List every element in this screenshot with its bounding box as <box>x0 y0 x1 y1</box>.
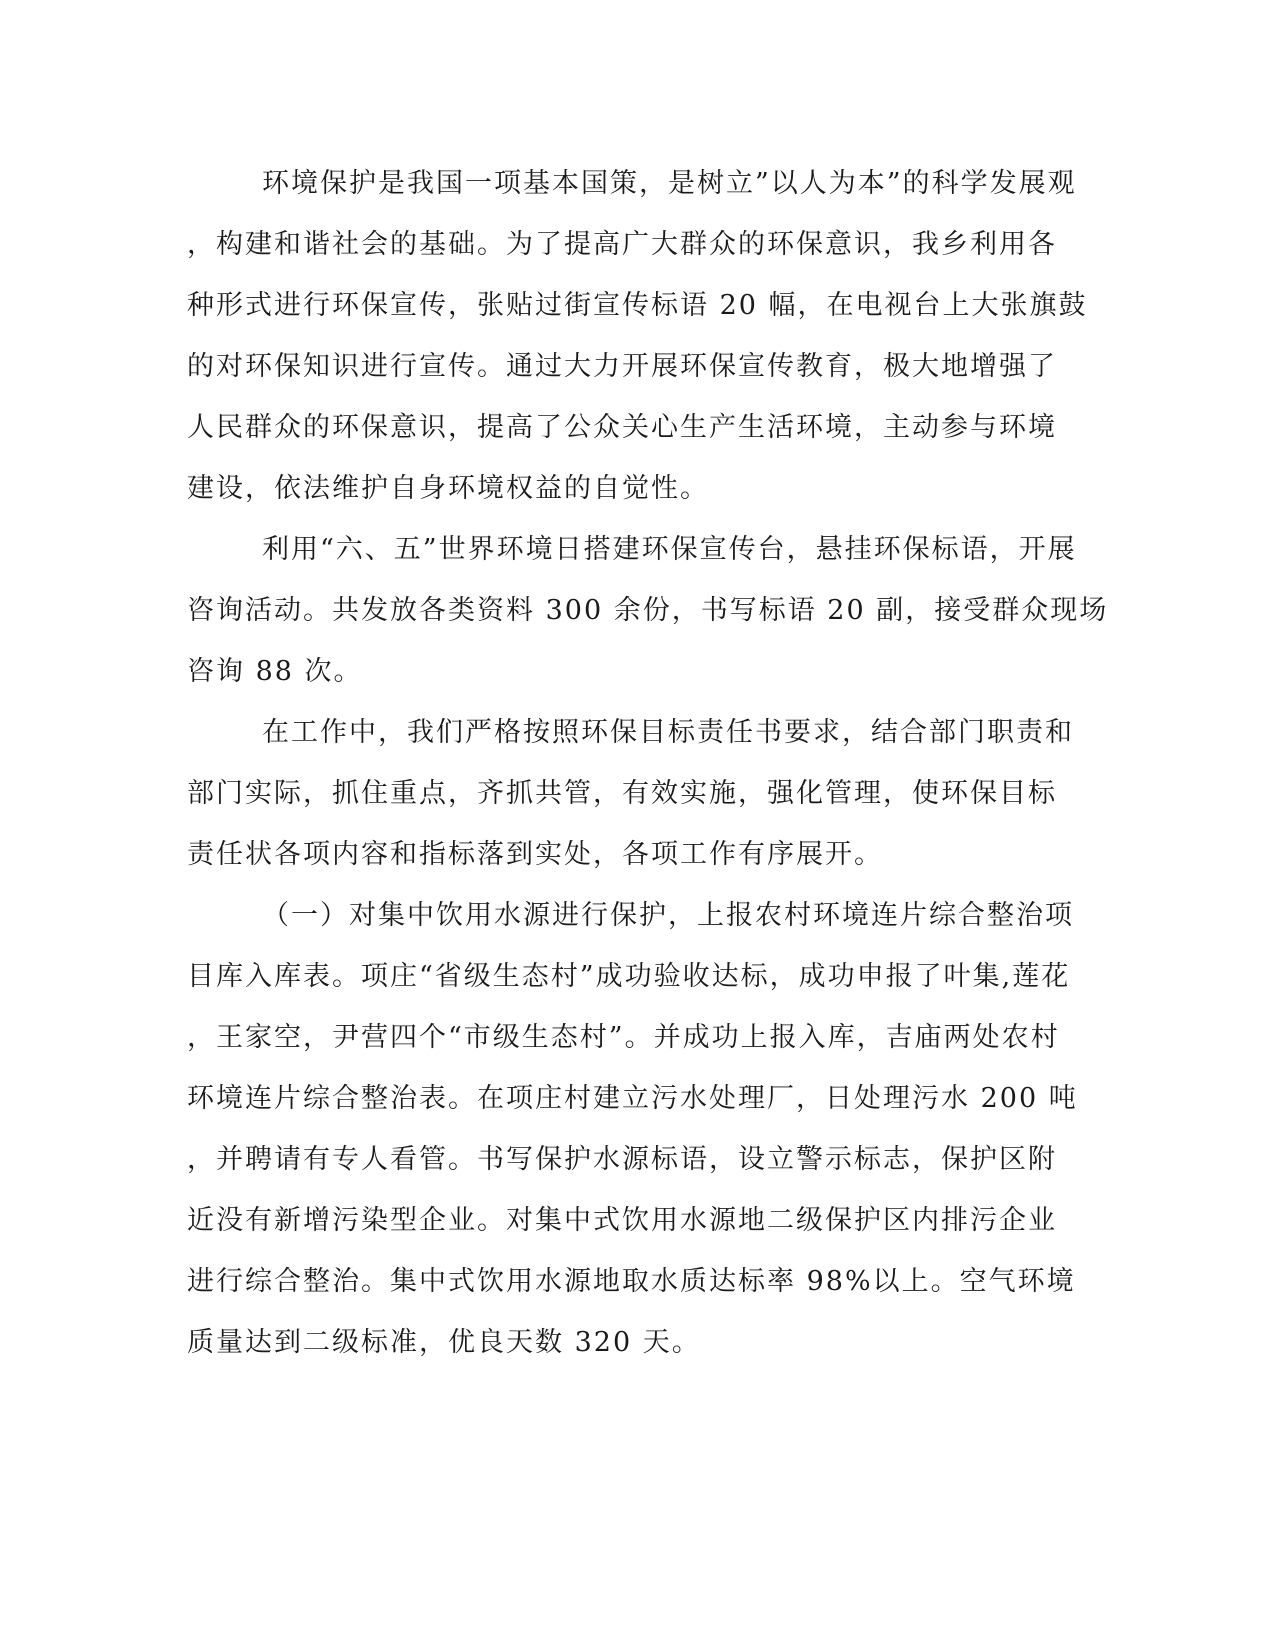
text-line: 利用“六、五”世界环境日搭建环保宣传台，悬挂环保标语，开展 <box>262 534 1077 565</box>
text-line: 目库入库表。项庄“省级生态村”成功验收达标，成功申报了叶集,莲花 <box>187 961 1071 992</box>
text-line: 责任状各项内容和指标落到实处，各项工作有序展开。 <box>187 839 883 870</box>
text-line: 质量达到二级标准，优良天数 320 天。 <box>187 1327 701 1358</box>
text-line: 在工作中，我们严格按照环保目标责任书要求，结合部门职责和 <box>262 717 1074 748</box>
text-line: 种形式进行环保宣传，张贴过街宣传标语 20 幅，在电视台上大张旗鼓 <box>187 290 1088 321</box>
text-line: 进行综合整治。集中式饮用水源地取水质达标率 98%以上。空气环境 <box>187 1266 1076 1297</box>
text-line: （一）对集中饮用水源进行保护，上报农村环境连片综合整治项 <box>262 900 1074 931</box>
text-line: ，并聘请有专人看管。书写保护水源标语，设立警示标志，保护区附 <box>187 1144 1057 1175</box>
paragraph <box>187 534 1109 717</box>
text-line: 环境保护是我国一项基本国策，是树立”以人为本”的科学发展观 <box>262 168 1077 199</box>
text-line: 近没有新增污染型企业。对集中式饮用水源地二级保护区内排污企业 <box>187 1205 1057 1236</box>
text-line: ，王家空，尹营四个“市级生态村”。并成功上报入库，吉庙两处农村 <box>187 1022 1060 1053</box>
text-line: 咨询活动。共发放各类资料 300 余份，书写标语 20 副，接受群众现场 <box>187 595 1109 626</box>
text-line: 部门实际，抓住重点，齐抓共管，有效实施，强化管理，使环保目标 <box>187 778 1057 809</box>
text-line: 的对环保知识进行宣传。通过大力开展环保宣传教育，极大地增强了 <box>187 351 1057 382</box>
document-body <box>187 168 1109 1388</box>
text-line: 环境连片综合整治表。在项庄村建立污水处理厂，日处理污水 200 吨 <box>187 1083 1078 1114</box>
text-line: 人民群众的环保意识，提高了公众关心生产生活环境，主动参与环境 <box>187 412 1057 443</box>
text-line: 咨询 88 次。 <box>187 656 363 687</box>
paragraph <box>187 900 1078 1388</box>
text-line: ，构建和谐社会的基础。为了提高广大群众的环保意识，我乡利用各 <box>187 229 1057 260</box>
paragraph <box>187 717 1074 900</box>
paragraph <box>187 168 1088 534</box>
text-line: 建设，依法维护自身环境权益的自觉性。 <box>187 473 709 504</box>
